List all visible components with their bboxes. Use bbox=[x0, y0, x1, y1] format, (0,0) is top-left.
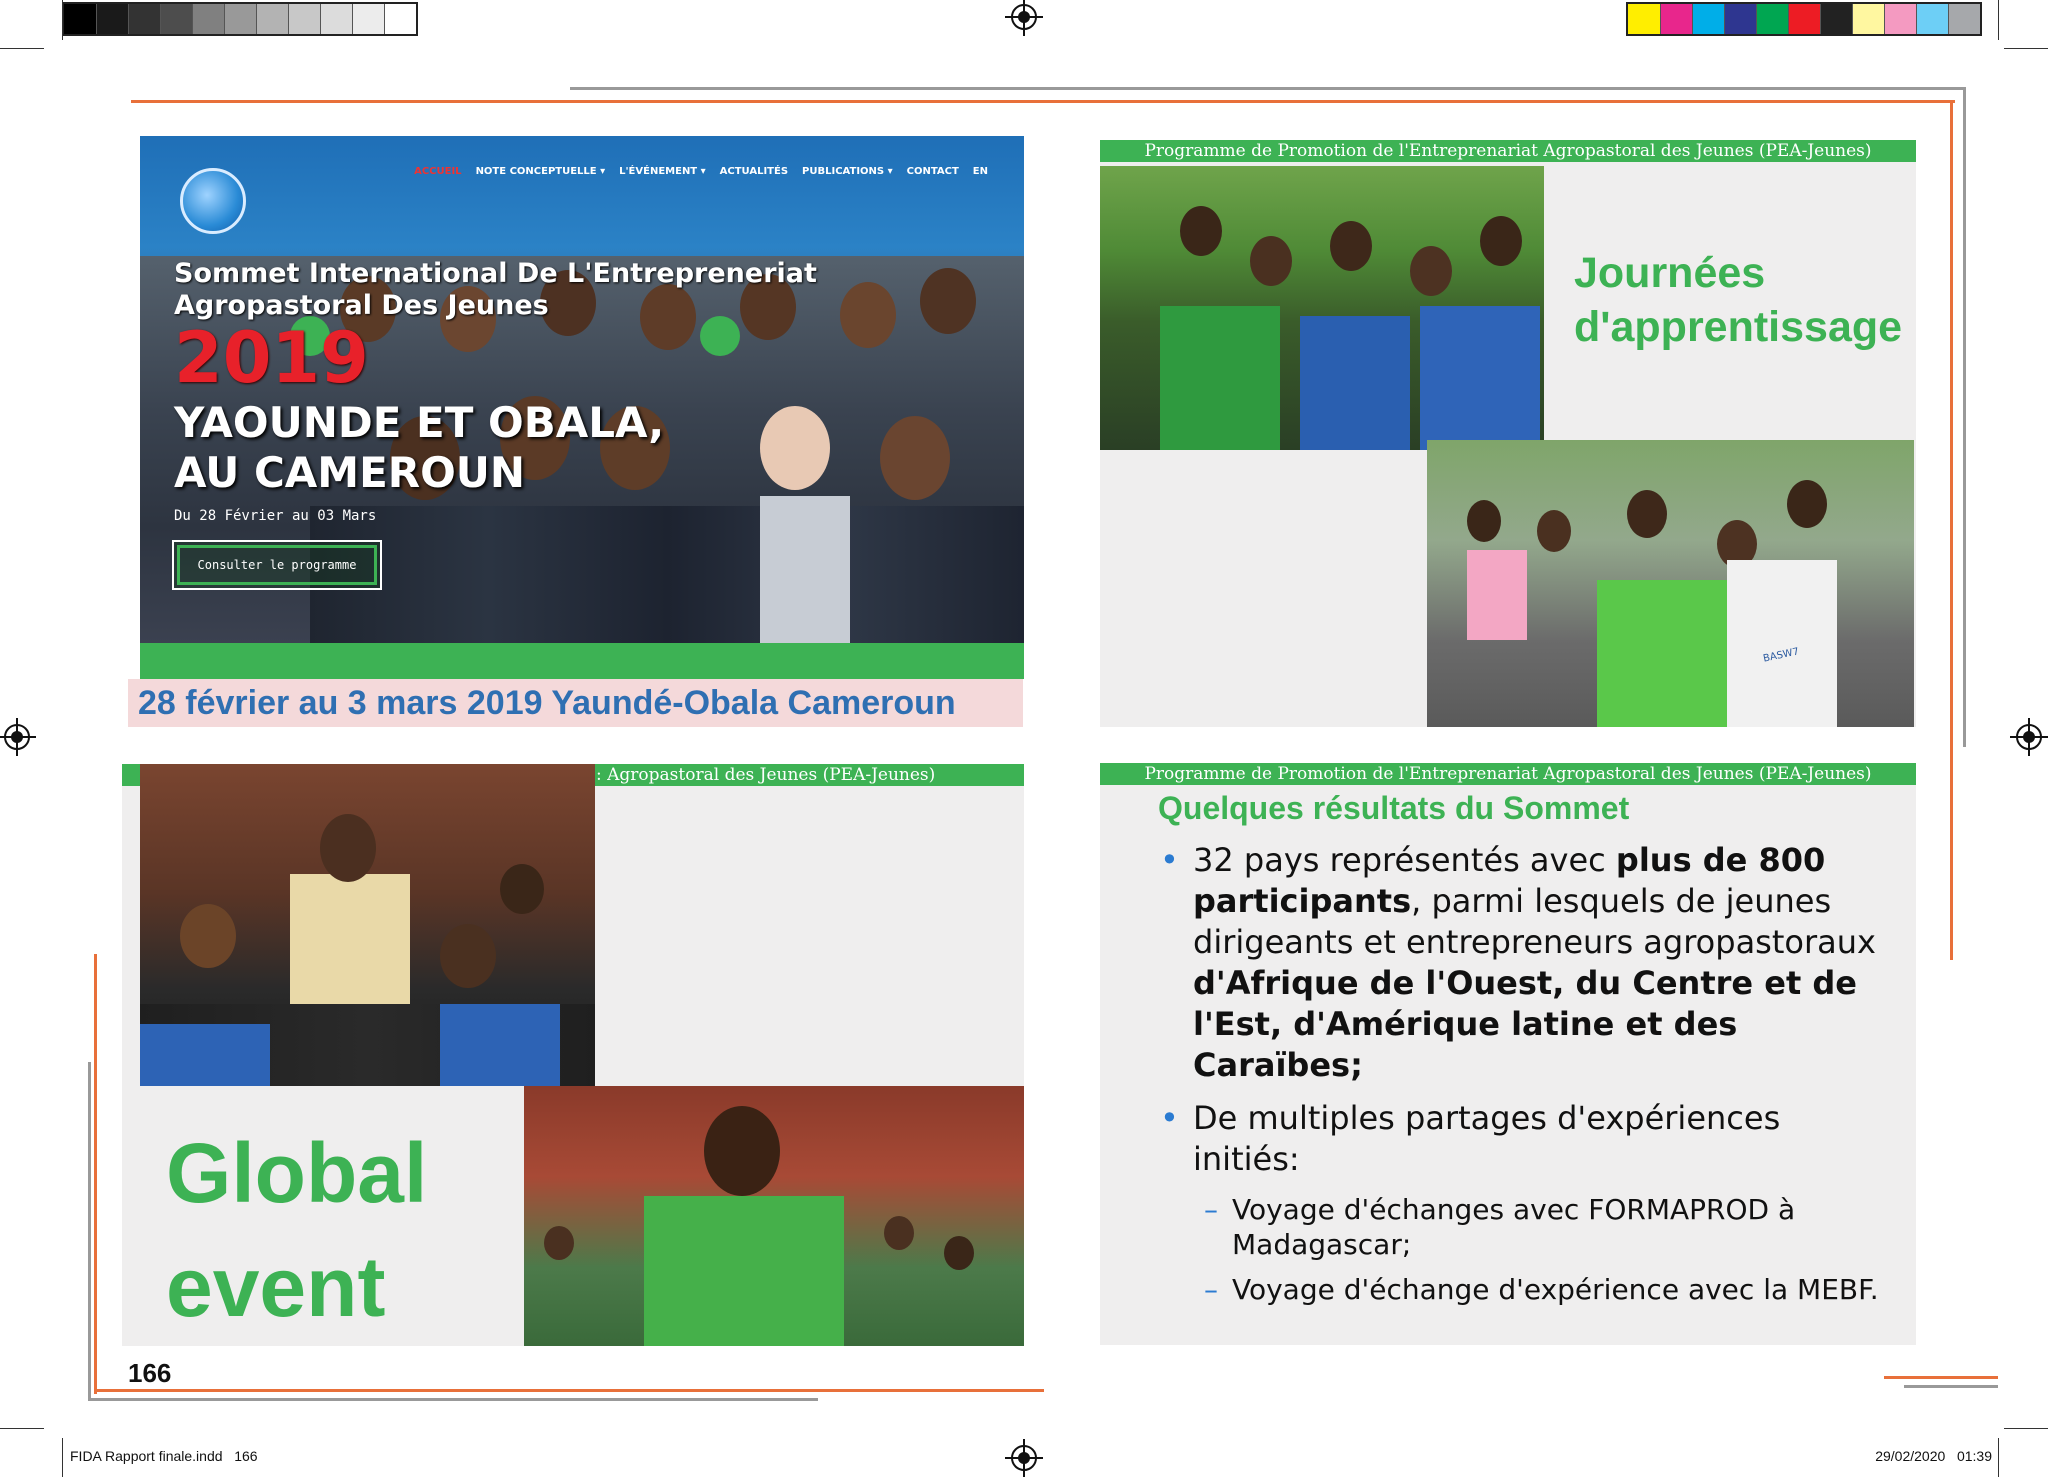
swatch bbox=[1788, 4, 1820, 34]
summit-year: 2019 bbox=[174, 317, 369, 399]
swatch bbox=[1724, 4, 1756, 34]
event-website-screenshot bbox=[140, 136, 1024, 643]
global-event-title: Global event bbox=[166, 1126, 428, 1334]
swatch bbox=[1820, 4, 1852, 34]
registration-mark-right bbox=[2016, 724, 2042, 750]
nav-item[interactable]: EN bbox=[972, 166, 988, 177]
nav-item[interactable]: NOTE CONCEPTUELLE ▾ bbox=[475, 166, 606, 177]
swatch bbox=[1852, 4, 1884, 34]
nav-item[interactable]: L'ÉVÉNEMENT ▾ bbox=[619, 166, 706, 177]
swatch bbox=[352, 4, 384, 34]
registration-mark-left bbox=[4, 724, 30, 750]
frame-line bbox=[94, 1389, 1044, 1392]
programme-strip: Programme de Promotion de l'Entreprenariat Agropastoral des Jeunes (PEA-Jeunes) bbox=[1100, 763, 1916, 785]
swatch bbox=[288, 4, 320, 34]
nav-item[interactable]: CONTACT bbox=[906, 166, 959, 177]
summit-logo bbox=[180, 168, 246, 234]
swatch bbox=[1948, 4, 1980, 34]
nav-item[interactable]: ACCUEIL bbox=[414, 166, 462, 177]
crop-mark bbox=[0, 48, 44, 49]
swatch bbox=[1692, 4, 1724, 34]
sub-list-item: – Voyage d'échanges avec FORMAPROD à Madagascar; bbox=[1160, 1192, 1880, 1262]
crop-mark bbox=[2004, 48, 2048, 49]
event-dates-caption: 28 février au 3 mars 2019 Yaundé-Obala Cameroun bbox=[128, 679, 1023, 727]
frame-line bbox=[131, 100, 1955, 103]
page-number: 166 bbox=[128, 1358, 172, 1388]
nav-item[interactable]: PUBLICATIONS ▾ bbox=[802, 166, 893, 177]
summit-dates: Du 28 Février au 03 Mars bbox=[174, 508, 377, 524]
swatch bbox=[96, 4, 128, 34]
nav-item[interactable]: ACTUALITÉS bbox=[719, 166, 789, 177]
crop-mark bbox=[0, 1428, 44, 1429]
swatch bbox=[256, 4, 288, 34]
crop-mark bbox=[1998, 1438, 1999, 1477]
grayscale-bar bbox=[62, 2, 418, 36]
field-visit-photo bbox=[1100, 166, 1544, 450]
crop-mark bbox=[62, 0, 63, 40]
swatch bbox=[1756, 4, 1788, 34]
crop-mark bbox=[2004, 1428, 2048, 1429]
programme-strip: : Agropastoral des Jeunes (PEA-Jeunes) bbox=[594, 764, 1024, 786]
swatch bbox=[64, 4, 96, 34]
color-bar bbox=[1626, 2, 1982, 36]
results-heading: Quelques résultats du Sommet bbox=[1158, 790, 1630, 826]
slug-timestamp: 29/02/2020 01:39 bbox=[1875, 1448, 1992, 1464]
programme-strip: Programme de Promotion de l'Entreprenariat Agropastoral des Jeunes (PEA-Jeunes) bbox=[1100, 140, 1916, 162]
swatch bbox=[1884, 4, 1916, 34]
speaker-microphone-photo bbox=[524, 1086, 1024, 1346]
frame-line bbox=[1904, 1385, 1998, 1388]
frame-line bbox=[94, 954, 97, 1394]
swatch bbox=[1628, 4, 1660, 34]
swatch bbox=[160, 4, 192, 34]
crop-mark bbox=[1998, 0, 1999, 40]
crop-mark bbox=[62, 1438, 63, 1477]
registration-mark-top bbox=[1011, 4, 1037, 30]
swatch bbox=[384, 4, 416, 34]
swatch bbox=[1660, 4, 1692, 34]
frame-line bbox=[88, 1398, 818, 1401]
speaker-standing-photo bbox=[140, 764, 595, 1086]
slug-filename: FIDA Rapport finale.indd 166 bbox=[70, 1448, 258, 1464]
frame-line bbox=[1963, 87, 1966, 747]
view-program-button[interactable]: Consulter le programme bbox=[172, 540, 382, 590]
frame-line bbox=[1884, 1376, 1998, 1379]
learning-days-title: Journées d'apprentissage bbox=[1574, 249, 1903, 351]
shirt-print: BASW7 bbox=[1762, 646, 1801, 665]
green-strip-left bbox=[122, 764, 142, 786]
celebration-photo bbox=[1427, 440, 1914, 727]
summit-location: YAOUNDE ET OBALA, AU CAMEROUN bbox=[174, 398, 665, 497]
swatch bbox=[192, 4, 224, 34]
swatch bbox=[1916, 4, 1948, 34]
summit-title: Sommet International De L'Entrepreneriat Agropastoral Des Jeunes bbox=[174, 258, 817, 321]
swatch bbox=[128, 4, 160, 34]
frame-line bbox=[88, 1062, 91, 1398]
list-item: • De multiples partages d'expériences initiés: bbox=[1160, 1098, 1880, 1180]
frame-line bbox=[1950, 100, 1953, 960]
swatch bbox=[320, 4, 352, 34]
sub-list-item: – Voyage d'échange d'expérience avec la MEBF. bbox=[1160, 1272, 1880, 1307]
registration-mark-bottom bbox=[1011, 1445, 1037, 1471]
green-base-band bbox=[140, 643, 1024, 679]
website-nav bbox=[414, 166, 988, 177]
results-list bbox=[1160, 840, 1880, 1317]
frame-line bbox=[570, 87, 1966, 90]
list-item: • 32 pays représentés avec plus de 800 participants, parmi lesquels de jeunes dirigeants et entrepreneurs agropastoraux d'Afrique de l'Ouest, du Centre et de l'Est, d'Amérique latine et des Caraïbes; bbox=[1160, 840, 1880, 1086]
swatch bbox=[224, 4, 256, 34]
